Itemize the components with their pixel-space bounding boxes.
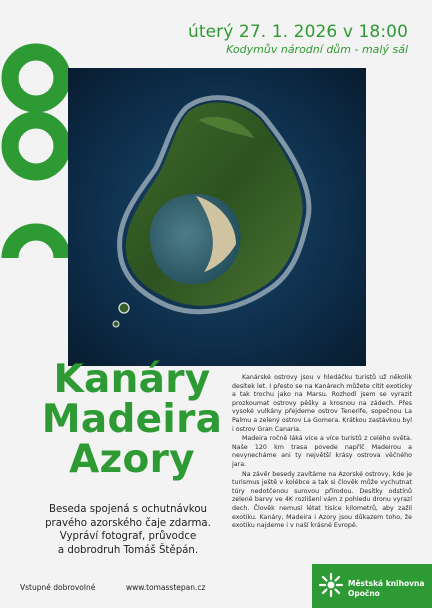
event-datetime: úterý 27. 1. 2026 v 18:00 xyxy=(187,22,408,42)
islet xyxy=(119,303,129,313)
library-town: Opočno xyxy=(348,589,380,598)
body-paragraph: Kanárské ostrovy jsou v hledáčku turistů už několik desítek let. I přesto se na Kanárech můžete cítit exoticky a tak trochu jako na Marsu. Rozhodl jsem se vyrazit prozkoumat ostrovy pěšky a krosnou na zádech. Přes vysoké vulkány přejdeme ostrov Tenerife, sopečnou La Palmu a zelený ostrov La Gomera. Krátkou zastávkou byl i ostrov Gran Canaria. xyxy=(232,374,412,433)
decorative-ring-2 xyxy=(10,120,62,172)
description-line: Vypráví fotograf, průvodce xyxy=(59,531,197,542)
event-description xyxy=(22,503,234,557)
title-line: Madeira xyxy=(41,397,223,442)
islet xyxy=(113,321,119,327)
library-sun-icon xyxy=(318,572,344,598)
library-name: Městská knihovna xyxy=(348,579,425,588)
description-line: Beseda spojená s ochutnávkou xyxy=(48,504,208,515)
decorative-ring-1 xyxy=(10,52,62,104)
event-venue: Kodymův národní dům - malý sál xyxy=(226,43,408,56)
description-line: pravého azorského čaje zdarma. xyxy=(45,517,211,529)
decorative-arc xyxy=(10,232,62,258)
website-link[interactable]: www.tomasstepan.cz xyxy=(126,583,206,592)
description-line: a dobrodruh Tomáš Štěpán. xyxy=(57,544,199,556)
poster-title xyxy=(32,357,232,482)
body-paragraph: Madeira ročně láká více a více turistů z celého světa. Naše 120 km trasa povede napříč Madeirou a nevynecháme ani ty největší krásy ostrova věčného jara. xyxy=(232,435,412,468)
title-line: Kanáry xyxy=(53,357,211,402)
body-paragraph: Na závěr besedy zavítáme na Azorské ostrovy, kde je turismus ještě v kolébce a tak si člověk může vychutnat túry nedotčenou surovou přírodou. Desítky odstínů zelené barvy ve 4K rozlišení vám z pohledu dronu vyrazí dech. Člověk nemusí létat tisíce kilometrů, aby zažil exotiku. Kanáry, Madeira i Azory jsou důkazem toho, že exotiku najdeme i v naší krásné Evropě. xyxy=(232,470,412,530)
title-line: Azory xyxy=(69,437,195,482)
island-aerial-photo xyxy=(68,68,366,366)
library-logo-block xyxy=(312,564,432,608)
admission-note: Vstupné dobrovolné xyxy=(20,583,96,592)
body-text xyxy=(232,374,412,532)
